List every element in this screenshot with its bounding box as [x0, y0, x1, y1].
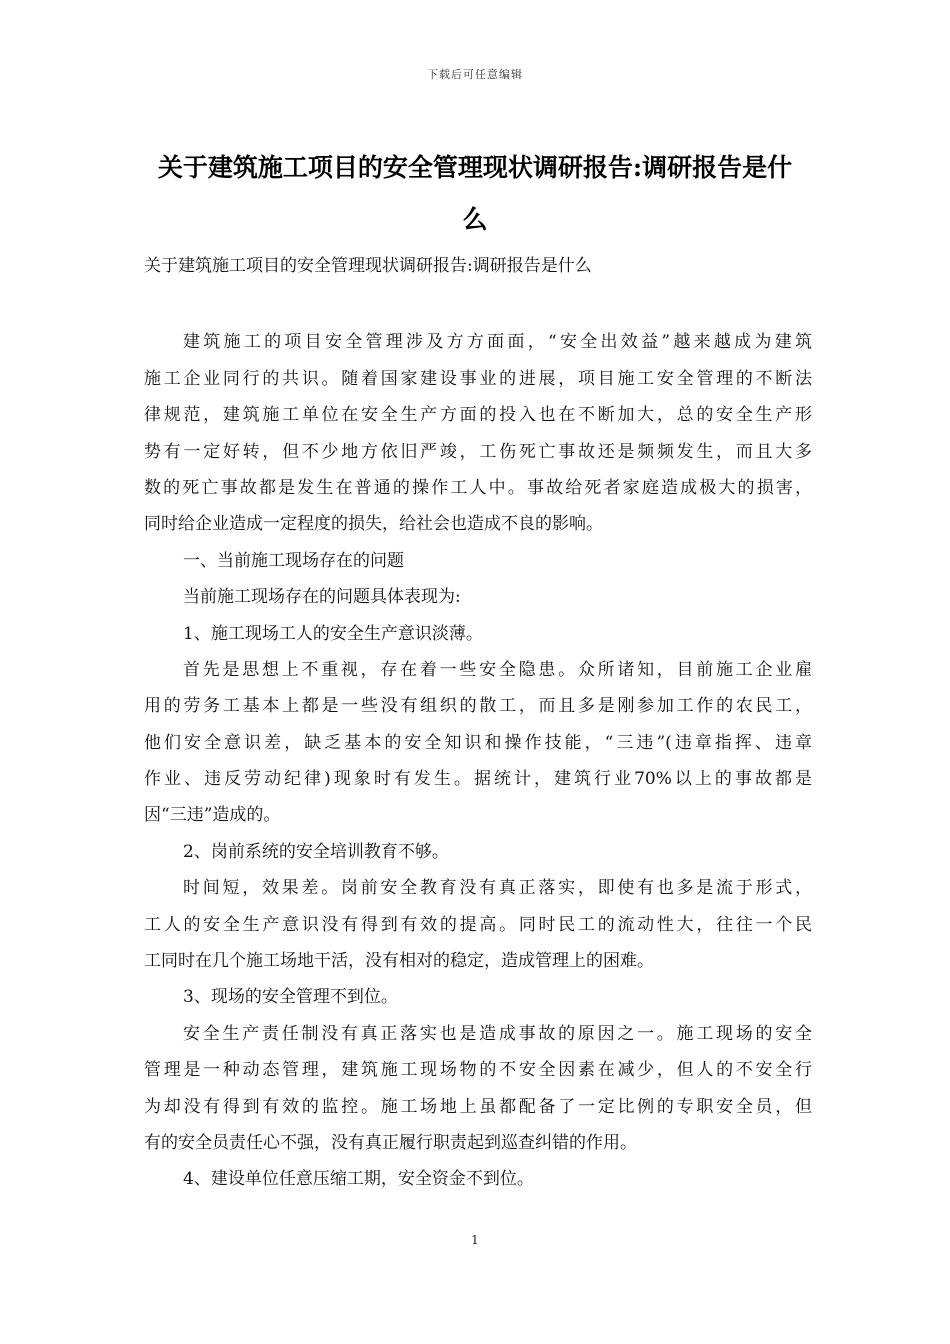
body-line: 用的劳务工基本上都是一些没有组织的散工，而且多是刚参加工作的农民工，	[144, 696, 812, 717]
body-line: 有的安全员责任心不强，没有真正履行职责起到巡查纠错的作用。	[144, 1132, 637, 1153]
page-number: 1	[471, 1233, 479, 1247]
body-line: 当前施工现场存在的问题具体表现为:	[183, 587, 461, 608]
body-line: 管理是一种动态管理，建筑施工现场物的不安全因素在减少，但人的不安全行	[144, 1060, 812, 1081]
document-subtitle: 关于建筑施工项目的安全管理现状调研报告:调研报告是什么	[144, 256, 592, 276]
body-line: 为却没有得到有效的监控。施工场地上虽都配备了一定比例的专职安全员，但	[144, 1096, 812, 1117]
paragraph-gap	[144, 284, 812, 304]
document-body	[144, 248, 812, 1198]
document-title-line-2: 么	[462, 205, 488, 234]
subsection-heading: 3、现场的安全管理不到位。	[183, 987, 398, 1008]
body-line: 他们安全意识差，缺乏基本的安全知识和操作技能，“三违”(违章指挥、违章	[144, 732, 812, 753]
body-line: 同时给企业造成一定程度的损失，给社会也造成不良的影响。	[144, 514, 603, 535]
subsection-heading: 1、施工现场工人的安全生产意识淡薄。	[183, 623, 483, 644]
body-line: 律规范，建筑施工单位在安全生产方面的投入也在不断加大，总的安全生产形	[144, 405, 812, 426]
body-line: 时间短，效果差。岗前安全教育没有真正落实，即使有也多是流于形式，	[183, 878, 812, 899]
subsection-heading: 2、岗前系统的安全培训教育不够。	[183, 841, 449, 862]
header-note: 下载后可任意编辑	[427, 68, 523, 81]
paragraph-gap	[144, 304, 812, 324]
body-line: 建筑施工的项目安全管理涉及方方面面，“安全出效益”越来越成为建筑	[183, 332, 812, 353]
document-title-line-1: 关于建筑施工项目的安全管理现状调研报告:调研报告是什	[157, 153, 793, 182]
body-line: 数的死亡事故都是发生在普通的操作工人中。事故给死者家庭造成极大的损害，	[144, 477, 812, 498]
body-line: 作业、违反劳动纪律)现象时有发生。据统计，建筑行业70%以上的事故都是	[144, 769, 812, 790]
body-line: 施工企业同行的共识。随着国家建设事业的进展，项目施工安全管理的不断法	[144, 368, 812, 389]
section-heading: 一、当前施工现场存在的问题	[183, 550, 404, 571]
body-line: 工同时在几个施工场地干活，没有相对的稳定，造成管理上的困难。	[144, 951, 654, 972]
body-line: 安全生产责任制没有真正落实也是造成事故的原因之一。施工现场的安全	[183, 1023, 812, 1044]
body-line: 因“三违”造成的。	[144, 805, 281, 826]
subsection-heading: 4、建设单位任意压缩工期，安全资金不到位。	[183, 1169, 534, 1190]
body-line: 工人的安全生产意识没有得到有效的提高。同时民工的流动性大，往往一个民	[144, 914, 812, 935]
body-line: 首先是思想上不重视，存在着一些安全隐患。众所诸知，目前施工企业雇	[183, 659, 812, 680]
document-title	[140, 142, 810, 246]
body-line: 势有一定好转，但不少地方依旧严竣，工伤死亡事故还是频频发生，而且大多	[144, 441, 812, 462]
